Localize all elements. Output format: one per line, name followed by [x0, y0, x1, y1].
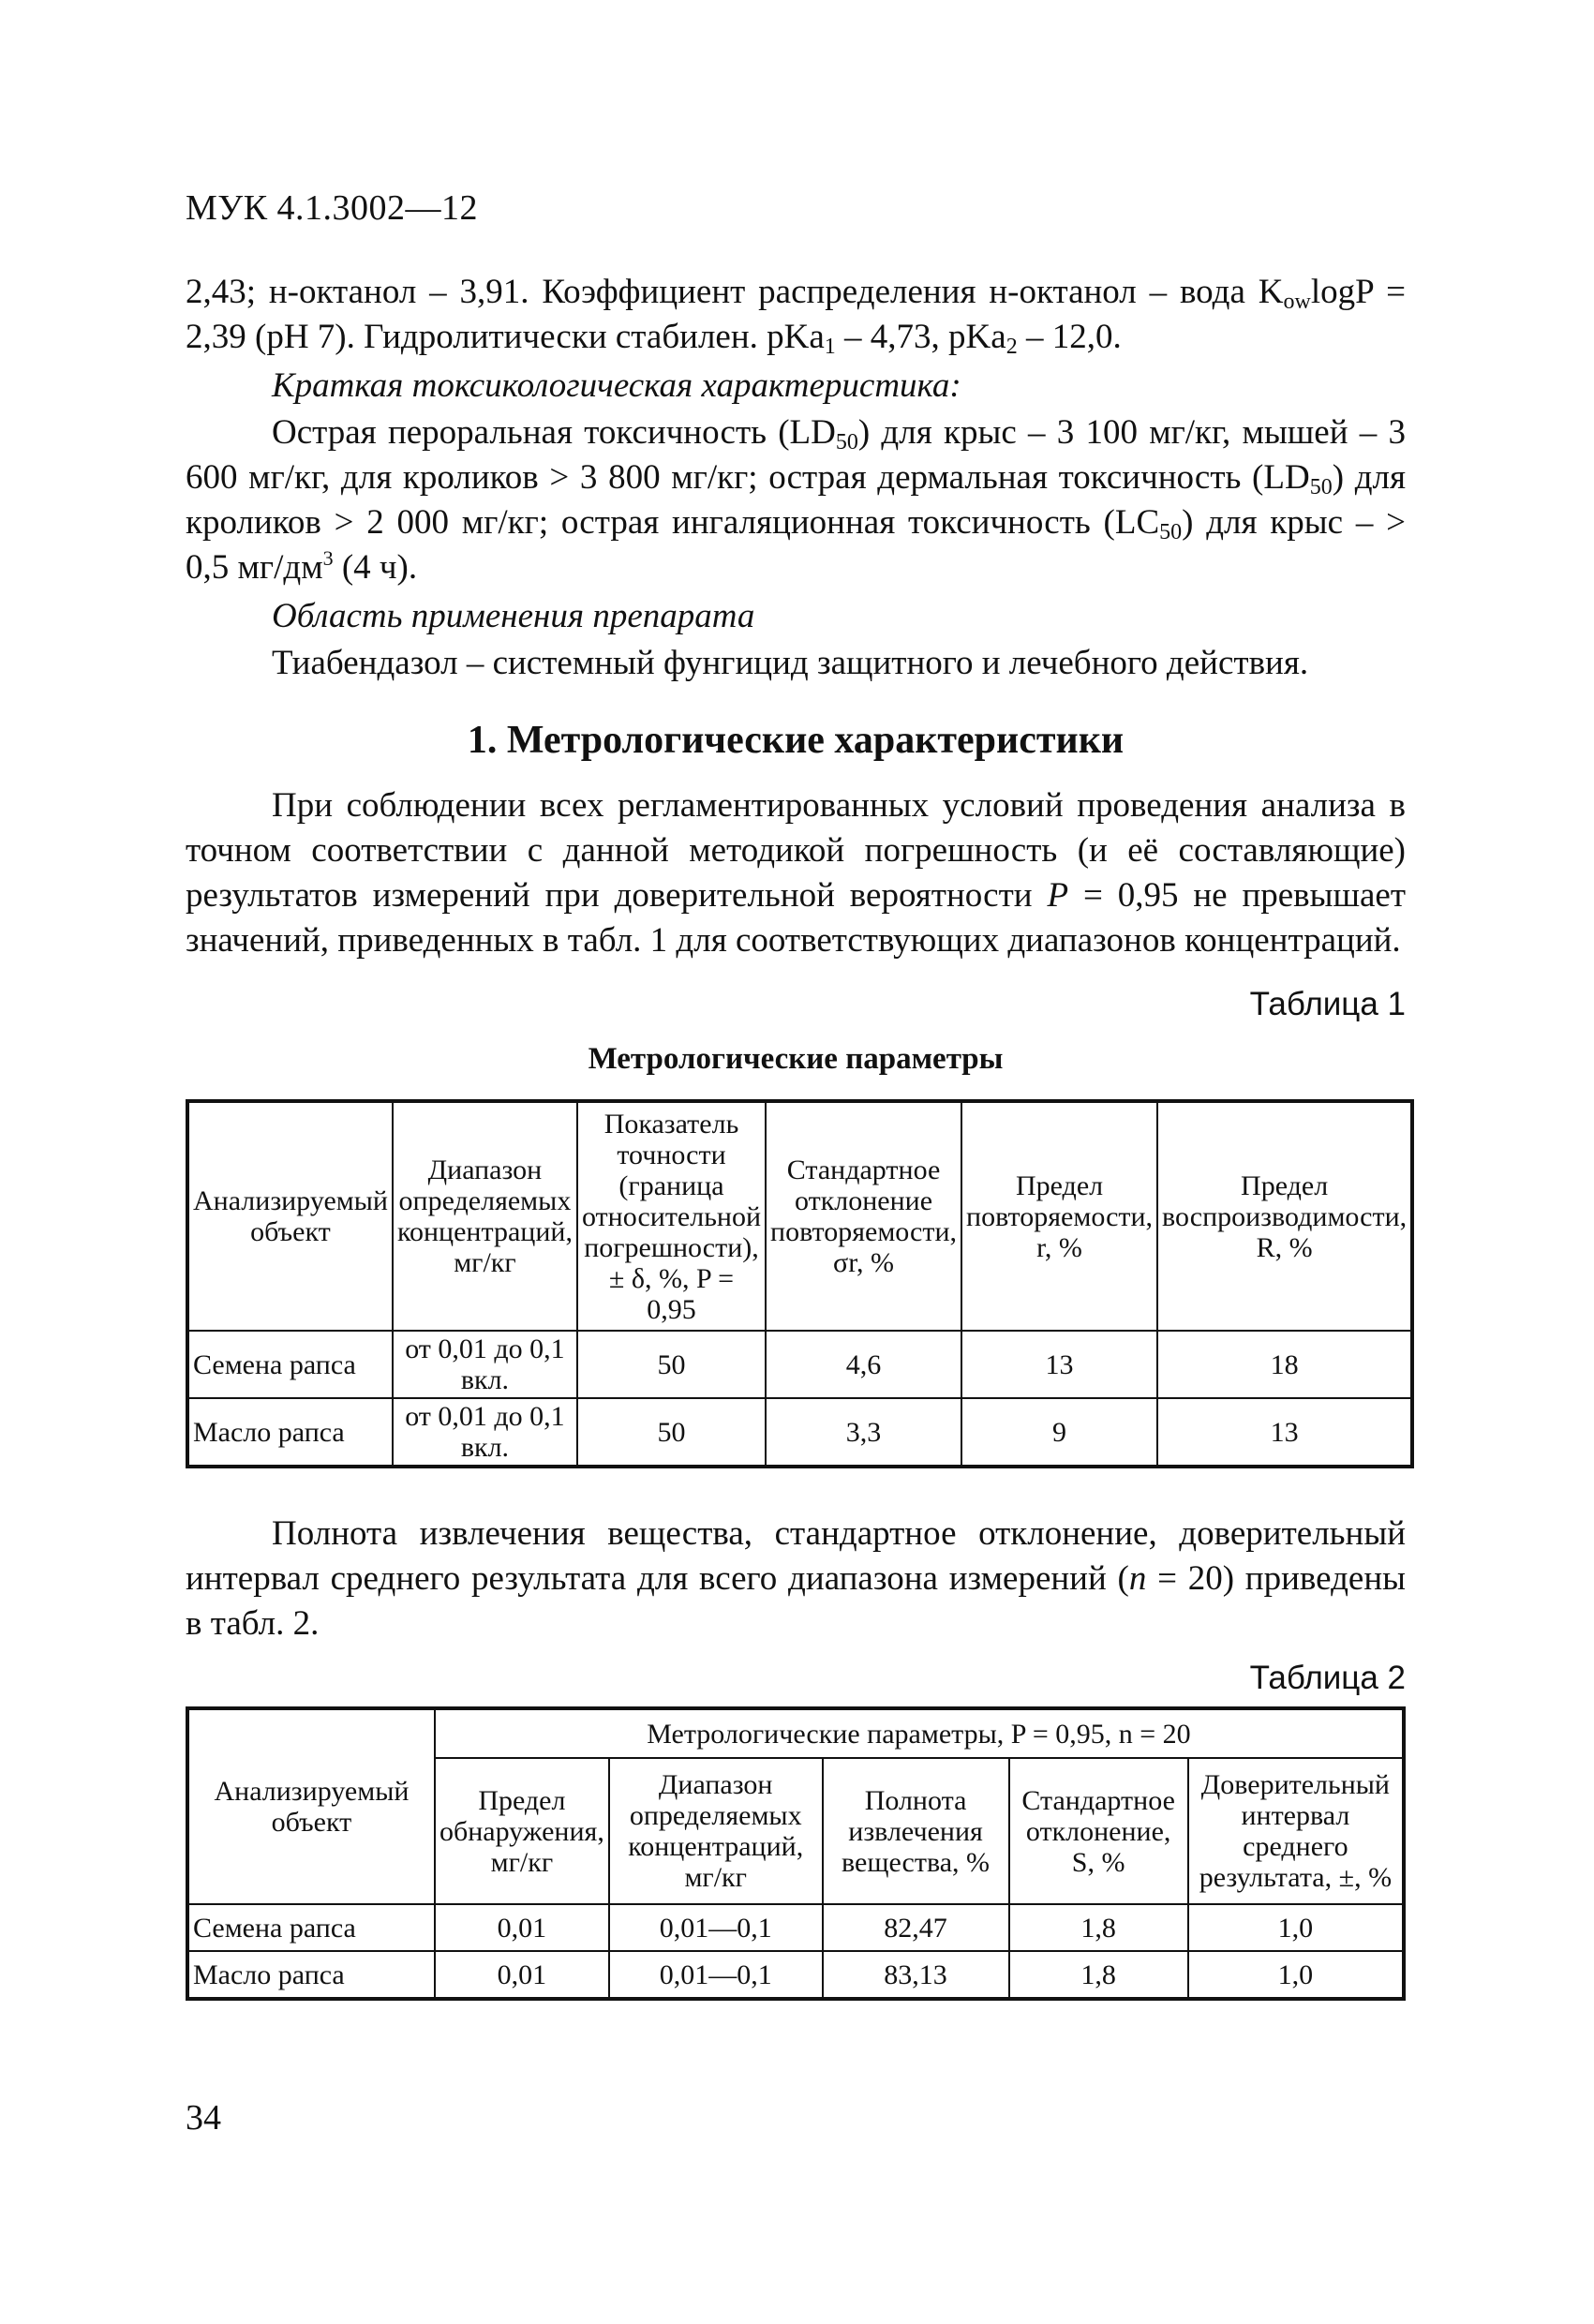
table-cell: 0,01: [435, 1951, 609, 1999]
table-group-header-row: [187, 1708, 1404, 1758]
table-cell: 1,0: [1188, 1904, 1404, 1951]
table-row: [187, 1904, 1404, 1951]
table-row: [187, 1331, 1412, 1398]
text-run: При соблюдении всех регламентированных условий проведения анализа в точном соответствии с данной методикой погрешность (и её составляющие) результатов измерений при доверительной вероятности: [186, 786, 1406, 915]
paragraph-properties: [186, 270, 1406, 360]
text-run: = 20) приведены в табл. 2.: [186, 1559, 1406, 1643]
text-run: – 4,73, pKa: [835, 318, 1006, 356]
text-run: (4 ч).: [333, 548, 418, 587]
table-cell: 4,6: [766, 1331, 961, 1398]
text-run: – 12,0.: [1017, 318, 1122, 356]
table-cell: от 0,01 до 0,1 вкл.: [393, 1398, 577, 1467]
table-header-cell: Стандартное отклонение, S, %: [1009, 1758, 1188, 1904]
table-cell: 0,01—0,1: [609, 1951, 823, 1999]
table-cell: от 0,01 до 0,1 вкл.: [393, 1331, 577, 1398]
table-metrology-1: [186, 1099, 1414, 1468]
table-cell: 83,13: [823, 1951, 1009, 1999]
table-cell: 1,0: [1188, 1951, 1404, 1999]
page-number: 34: [186, 2098, 221, 2138]
table-cell: Масло рапса: [187, 1951, 435, 1999]
paragraph-toxicity: [186, 410, 1406, 590]
table-header-cell: Доверительный интервал среднего результата, ±, %: [1188, 1758, 1404, 1904]
table-cell: 9: [961, 1398, 1157, 1467]
text-run: 2,43; н-октанол – 3,91. Коэффициент распределения н-октанол – вода: [186, 273, 1245, 311]
subscript: 2: [1006, 335, 1018, 359]
table-row: [187, 1951, 1404, 1999]
section-title: 1. Метрологические характеристики: [467, 719, 1125, 762]
text-run: ) для кроликов > 2 000 мг/кг; острая ингаляционная токсичность (LC: [186, 458, 1406, 542]
text-run: Острая пероральная токсичность (LD: [272, 413, 836, 452]
text-run: logP = 2,39 (pH 7). Гидролитически стабилен. pKa: [186, 273, 1407, 356]
paragraph-extraction: [186, 1512, 1406, 1646]
paragraph-metrology: [186, 783, 1406, 963]
table1-label: Таблица 1: [1249, 986, 1406, 1022]
table1-caption: Метрологические параметры: [588, 1042, 1004, 1076]
table-cell: 18: [1157, 1331, 1412, 1398]
table-metrology-2: [186, 1706, 1406, 2001]
table-cell: 1,8: [1009, 1904, 1188, 1951]
table-header-row: [187, 1101, 1412, 1331]
text-run: K: [1258, 273, 1284, 311]
subscript: 50: [1309, 475, 1333, 499]
text-run: ) для крыс – 3 100 мг/кг, мышей – 3 600 мг/кг, для кроликов > 3 800 мг/кг; острая дермальная токсичность (LD: [186, 413, 1406, 497]
table-header-cell: Анализируемый объект: [187, 1708, 435, 1904]
tox-heading: Краткая токсикологическая характеристика:: [272, 366, 961, 405]
table-header-cell: Предел воспроизводимости, R, %: [1157, 1101, 1412, 1331]
subscript: 1: [824, 335, 836, 359]
table-cell: Семена рапса: [187, 1904, 435, 1951]
table-cell: 50: [577, 1331, 766, 1398]
table-cell: 1,8: [1009, 1951, 1188, 1999]
table2-label: Таблица 2: [1249, 1660, 1406, 1696]
table-header-cell: Диапазон определяемых концентраций, мг/кг: [393, 1101, 577, 1331]
table-header-cell: Показатель точности (граница относительной погрешности), ± δ, %, P = 0,95: [577, 1101, 766, 1331]
table-cell: 13: [961, 1331, 1157, 1398]
text-run: Полнота извлечения вещества, стандартное отклонение, доверительный интервал среднего результата для всего диапазона измерений (: [186, 1514, 1406, 1598]
table-header-cell: Анализируемый объект: [187, 1101, 393, 1331]
variable: n: [1128, 1559, 1147, 1598]
text-run: = 0,95 не превышает значений, приведенных в табл. 1 для соответствующих диапазонов концентраций.: [186, 876, 1407, 960]
superscript: 3: [322, 546, 334, 570]
application-heading: Область применения препарата: [272, 597, 755, 635]
table-cell: 3,3: [766, 1398, 961, 1467]
variable: P: [1047, 876, 1069, 915]
document-header: МУК 4.1.3002—12: [186, 188, 479, 228]
table-cell: 0,01—0,1: [609, 1904, 823, 1951]
table-header-cell: Полнота извлечения вещества, %: [823, 1758, 1009, 1904]
table-header-cell: Диапазон определяемых концентраций, мг/кг: [609, 1758, 823, 1904]
table-cell: Семена рапса: [187, 1331, 393, 1398]
table-group-header-cell: Метрологические параметры, P = 0,95, n = 20: [435, 1708, 1404, 1758]
table-cell: 0,01: [435, 1904, 609, 1951]
table-header-cell: Предел повторяемости, r, %: [961, 1101, 1157, 1331]
table-cell: 50: [577, 1398, 766, 1467]
table-row: [187, 1398, 1412, 1467]
subscript: 50: [1159, 520, 1183, 544]
table-header-cell: Предел обнаружения, мг/кг: [435, 1758, 609, 1904]
table-cell: Масло рапса: [187, 1398, 393, 1467]
document-page: [186, 187, 1406, 2001]
subscript: ow: [1283, 290, 1311, 314]
table-cell: 13: [1157, 1398, 1412, 1467]
text-run: ) для крыс – > 0,5 мг/дм: [186, 503, 1406, 587]
table-header-cell: Стандартное отклонение повторяемости, σr, %: [766, 1101, 961, 1331]
table-cell: 82,47: [823, 1904, 1009, 1951]
subscript: 50: [835, 430, 858, 454]
paragraph-application: Тиабендазол – системный фунгицид защитного и лечебного действия.: [272, 644, 1309, 682]
